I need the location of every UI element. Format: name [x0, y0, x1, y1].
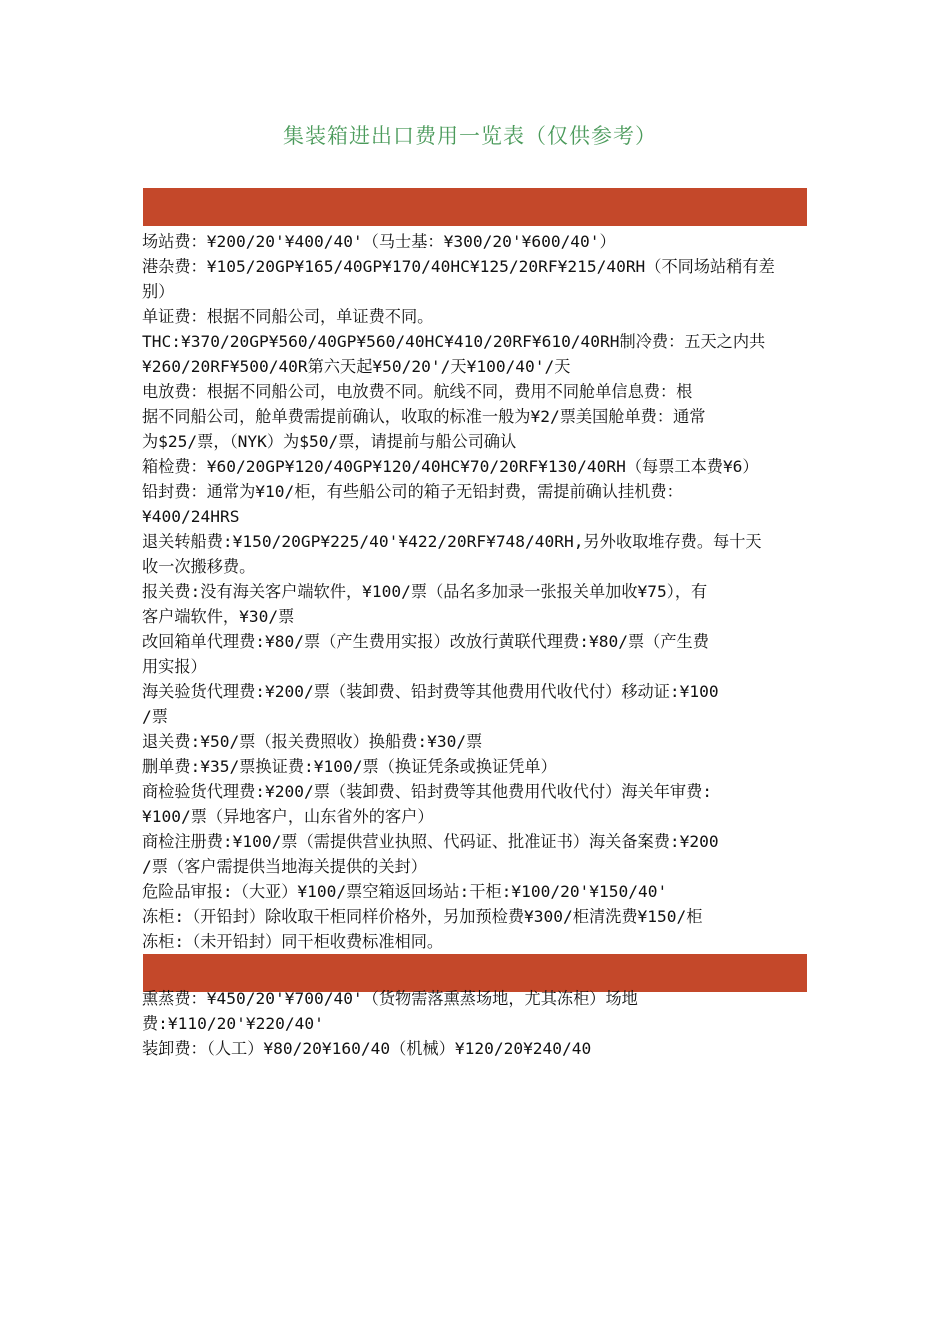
page-title: 集装箱进出口费用一览表（仅供参考）: [283, 124, 657, 148]
text-line: 铅封费：通常为¥10/柜，有些船公司的箱子无铅封费，需提前确认挂机费：: [142, 482, 683, 501]
text-line: 用实报）: [142, 657, 207, 676]
section-header-bar: [143, 188, 807, 226]
text-line: ¥260/20RF¥500/40R第六天起¥50/20'/天¥100/40'/天: [142, 357, 571, 376]
text-line: 箱检费：¥60/20GP¥120/40GP¥120/40HC¥70/20RF¥130/40RH（每票工本费¥6）: [142, 457, 759, 476]
text-line: 商检注册费:¥100/票（需提供营业执照、代码证、批准证书）海关备案费:¥200: [142, 832, 719, 851]
text-line: 商检验货代理费:¥200/票（装卸费、铅封费等其他费用代收代付）海关年审费:: [142, 782, 713, 801]
text-line: 客户端软件，¥30/票: [142, 607, 295, 626]
text-line: 海关验货代理费:¥200/票（装卸费、铅封费等其他费用代收代付）移动证:¥100: [142, 682, 719, 701]
text-line: /票: [142, 707, 168, 726]
text-line: 退关费:¥50/票（报关费照收）换船费:¥30/票: [142, 732, 483, 751]
text-line: 单证费：根据不同船公司，单证费不同。: [142, 307, 434, 326]
text-line: 电放费：根据不同船公司，电放费不同。航线不同，费用不同舱单信息费：根: [142, 382, 693, 401]
text-line: 冻柜:（开铅封）除收取干柜同样价格外，另加预检费¥300/柜清洗费¥150/柜: [142, 907, 703, 926]
text-line: 场站费：¥200/20'¥400/40'（马士基：¥300/20'¥600/40'）: [142, 232, 616, 251]
text-line: 为$25/票，（NYK）为$50/票，请提前与船公司确认: [142, 432, 517, 451]
fee-list: [142, 229, 822, 954]
text-line: 冻柜:（未开铅封）同干柜收费标准相同。: [142, 932, 444, 951]
text-line: 改回箱单代理费:¥80/票（产生费用实报）改放行黄联代理费:¥80/票（产生费: [142, 632, 709, 651]
text-line: 删单费:¥35/票换证费:¥100/票（换证凭条或换证凭单）: [142, 757, 557, 776]
text-line: 别）: [142, 282, 175, 301]
text-line: 报关费:没有海关客户端软件，¥100/票（品名多加录一张报关单加收¥75），有: [142, 582, 708, 601]
text-line: ¥400/24HRS: [142, 507, 240, 526]
text-line: /票（客户需提供当地海关提供的关封）: [142, 857, 427, 876]
text-line: 据不同船公司，舱单费需提前确认，收取的标准一般为¥2/票美国舱单费：通常: [142, 407, 706, 426]
text-line: 危险品审报:（大亚）¥100/票空箱返回场站:干柜:¥100/20'¥150/40': [142, 882, 668, 901]
text-line: 港杂费：¥105/20GP¥165/40GP¥170/40HC¥125/20RF¥215/40RH（不同场站稍有差: [142, 257, 775, 276]
text-line: 退关转船费:¥150/20GP¥225/40'¥422/20RF¥748/40RH,另外收取堆存费。每十天: [142, 532, 762, 551]
text-line: ¥100/票（异地客户，山东省外的客户）: [142, 807, 434, 826]
fee-list-2: [142, 986, 822, 1061]
text-line: 装卸费：（人工）¥80/20¥160/40（机械）¥120/20¥240/40: [142, 1039, 592, 1058]
text-line: THC:¥370/20GP¥560/40GP¥560/40HC¥410/20RF¥610/40RH制冷费：五天之内共: [142, 332, 766, 351]
text-line: 收一次搬移费。: [142, 557, 256, 576]
text-line: 费:¥110/20'¥220/40': [142, 1014, 324, 1033]
text-line: 熏蒸费：¥450/20'¥700/40'（货物需落熏蒸场地，尤其冻柜）场地: [142, 989, 638, 1008]
